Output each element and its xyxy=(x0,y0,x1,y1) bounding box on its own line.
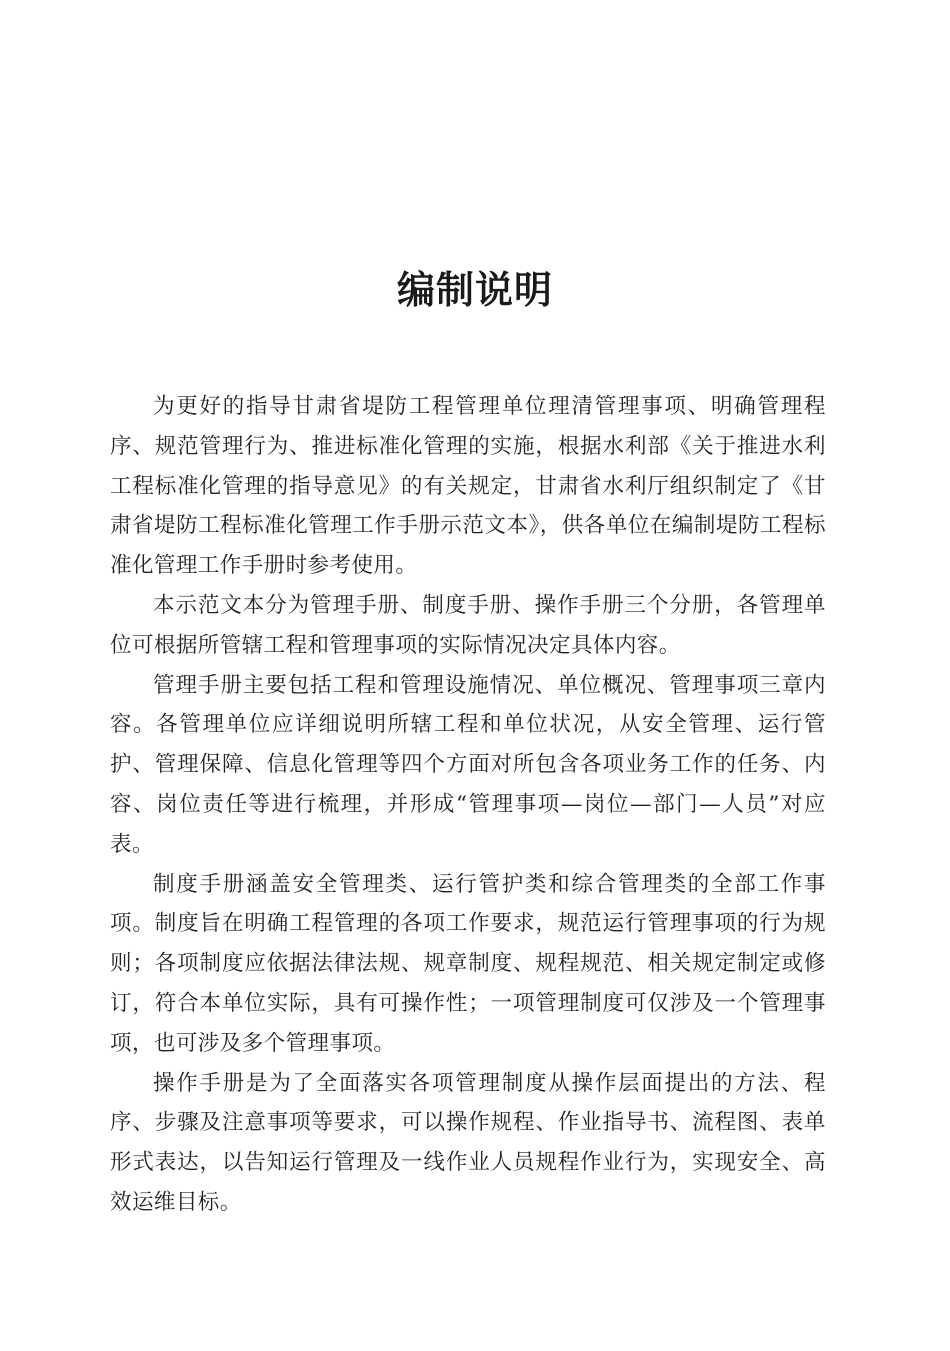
paragraph-operation-manual: 操作手册是为了全面落实各项管理制度从操作层面提出的方法、程序、步骤及注意事项等要求，可以操作规程、作业指导书、流程图、表单形式表达，以告知运行管理及一线作业人员规程作业行为，实现安全、高效运维目标。 xyxy=(110,1070,826,1215)
paragraph-management-manual: 管理手册主要包括工程和管理设施情况、单位概况、管理事项三章内容。各管理单位应详细说明所辖工程和单位状况，从安全管理、运行管护、管理保障、信息化管理等四个方面对所包含各项业务工作的任务、内容、岗位责任等进行梳理，并形成“管理事项—岗位—部门—人员”对应表。 xyxy=(110,672,826,857)
paragraph-system-manual: 制度手册涵盖安全管理类、运行管护类和综合管理类的全部工作事项。制度旨在明确工程管理的各项工作要求，规范运行管理事项的行为规则；各项制度应依据法律法规、规章制度、规程规范、相关规定制定或修订，符合本单位实际，具有可操作性；一项管理制度可仅涉及一个管理事项，也可涉及多个管理事项。 xyxy=(110,871,826,1056)
paragraph-purpose: 为更好的指导甘肃省堤防工程管理单位理清管理事项、明确管理程序、规范管理行为、推进标准化管理的实施，根据水利部《关于推进水利工程标准化管理的指导意见》的有关规定，甘肃省水利厅组织制定了《甘肃省堤防工程标准化管理工作手册示范文本》，供各单位在编制堤防工程标准化管理工作手册时参考使用。 xyxy=(110,394,826,579)
page-title: 编制说明 xyxy=(396,267,553,313)
paragraph-structure: 本示范文本分为管理手册、制度手册、操作手册三个分册，各管理单位可根据所管辖工程和管理事项的实际情况决定具体内容。 xyxy=(110,592,826,658)
body-text xyxy=(110,387,826,1223)
